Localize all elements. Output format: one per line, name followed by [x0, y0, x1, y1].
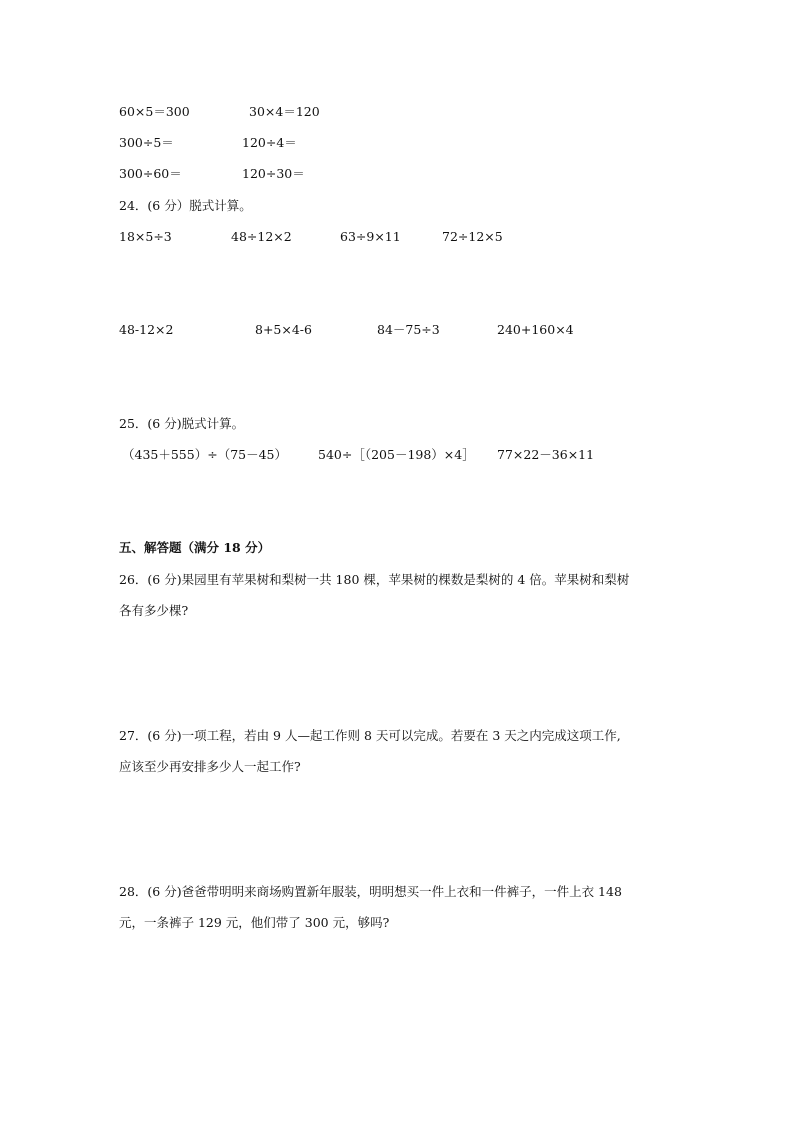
question-26-line-2: 各有多少棵?: [119, 603, 189, 618]
q25-expr-1: （435＋555）÷（75－45）: [122, 447, 288, 462]
q24-expr-1: 18×5÷3: [119, 229, 172, 244]
question-28-line-2: 元，一条裤子 129 元，他们带了 300 元，够吗?: [119, 915, 390, 930]
section-5-heading: 五、解答题（满分 18 分）: [119, 540, 271, 555]
question-28-line-1: 28．(6 分)爸爸带明明来商场购置新年服装，明明想买一件上衣和一件裤子，一件上衣 148: [119, 884, 622, 899]
q24-expr-8: 240+160×4: [497, 322, 574, 337]
expr-60x5: 60×5＝300: [119, 104, 190, 119]
expr-120div4: 120÷4＝: [242, 135, 297, 150]
q24-expr-6: 8+5×4-6: [255, 322, 312, 337]
q24-expr-7: 84－75÷3: [377, 322, 440, 337]
question-24-title: 24．(6 分）脱式计算。: [119, 198, 252, 213]
expr-30x4: 30×4＝120: [249, 104, 320, 119]
expr-120div30: 120÷30＝: [242, 166, 305, 181]
question-26-line-1: 26．(6 分)果园里有苹果树和梨树一共 180 棵，苹果树的棵数是梨树的 4 倍。苹果树和梨树: [119, 572, 630, 587]
q24-expr-2: 48÷12×2: [231, 229, 292, 244]
q24-expr-4: 72÷12×5: [442, 229, 503, 244]
expr-300div5: 300÷5＝: [119, 135, 174, 150]
q24-expr-5: 48-12×2: [119, 322, 174, 337]
q25-expr-3: 77×22－36×11: [497, 447, 595, 462]
question-27-line-2: 应该至少再安排多少人一起工作?: [119, 759, 301, 774]
q24-expr-3: 63÷9×11: [340, 229, 401, 244]
q25-expr-2: 540÷［（205－198）×4］: [318, 447, 475, 462]
question-25-title: 25．(6 分)脱式计算。: [119, 416, 245, 431]
question-27-line-1: 27．(6 分)一项工程，若由 9 人—起工作则 8 天可以完成。若要在 3 天之内完成这项工作,: [119, 728, 621, 743]
expr-300div60: 300÷60＝: [119, 166, 182, 181]
